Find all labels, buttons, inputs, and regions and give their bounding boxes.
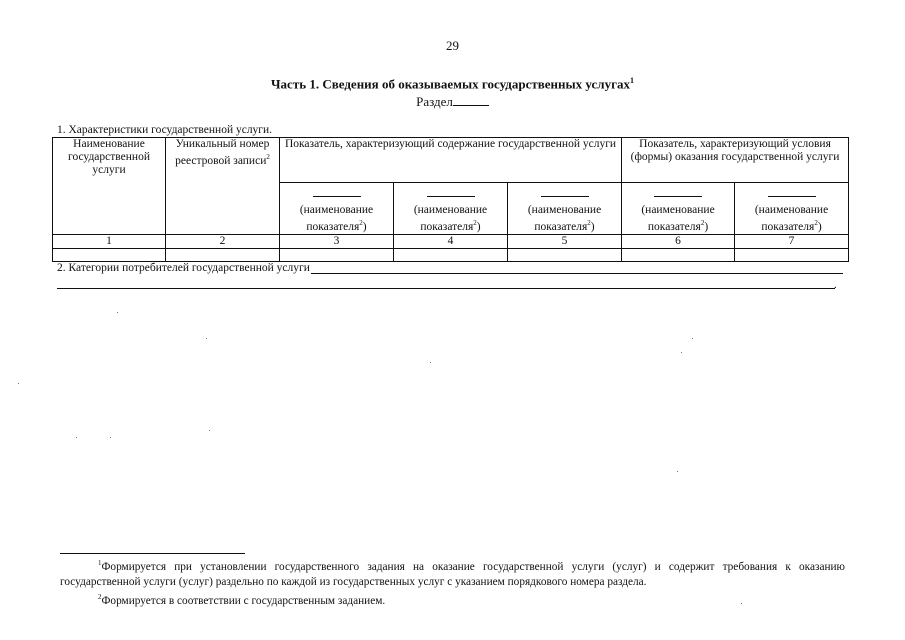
consumer-categories-blank-second-line [57, 288, 835, 289]
consumer-categories-label: 2. Категории потребителей государственной услуги [57, 262, 310, 274]
footnote-text: Формируется в соответствии с государственным заданием. [101, 594, 386, 607]
subheader-text: (наименование показателя [754, 204, 829, 233]
subheader-text: (наименование показателя [641, 204, 715, 233]
subheader-footnote-mark: 2 [359, 219, 363, 227]
footnote-mark: 1 [98, 559, 102, 567]
part-title-text: Часть 1. Сведения об оказываемых государственных услугах [271, 76, 630, 92]
consumer-categories-line [57, 262, 843, 274]
footnotes [60, 556, 845, 609]
scan-speck [692, 338, 693, 339]
footnote-separator [60, 553, 245, 554]
column-number: 1 [53, 234, 166, 248]
subheader-close: ) [476, 220, 481, 233]
consumer-categories-blank [311, 262, 843, 274]
indicator-name-blank [768, 196, 816, 197]
header-row [53, 138, 849, 183]
indicator-name-blank [654, 196, 702, 197]
scan-speck [430, 362, 431, 363]
subheader-footnote-mark: 2 [814, 219, 818, 227]
subheader-close: ) [362, 220, 367, 233]
header-service-name: Наименование государственной услуги [53, 138, 166, 235]
empty-cell [53, 248, 166, 261]
empty-cell [280, 248, 394, 261]
footnote-2 [60, 590, 845, 609]
scan-speck [110, 437, 111, 438]
column-number-row [53, 234, 849, 248]
subheader-cell [735, 183, 849, 235]
subheader-footnote-mark: 2 [587, 219, 591, 227]
scan-speck [76, 437, 77, 438]
subheader-close: ) [590, 220, 595, 233]
subheader-close: ) [817, 220, 822, 233]
footnote-1 [60, 556, 845, 590]
header-content-indicator: Показатель, характеризующий содержание государственной услуги [280, 138, 622, 183]
scan-speck [741, 603, 742, 604]
header-conditions-indicator: Показатель, характеризующий условия (формы) оказания государственной услуги [622, 138, 849, 183]
indicator-name-blank [313, 196, 361, 197]
subheader-cell [622, 183, 735, 235]
column-number: 5 [508, 234, 622, 248]
part-title [0, 76, 905, 92]
section-line [0, 94, 905, 110]
subheader-close: ) [704, 220, 709, 233]
scan-speck [681, 352, 682, 353]
scan-speck [677, 471, 678, 472]
empty-cell [166, 248, 280, 261]
column-number: 3 [280, 234, 394, 248]
scan-speck [18, 383, 19, 384]
subheader-text: (наименование показателя [413, 204, 488, 233]
empty-cell [735, 248, 849, 261]
subheader-text: (наименование показателя [299, 204, 374, 233]
column-number: 4 [394, 234, 508, 248]
subheader-cell [394, 183, 508, 235]
empty-cell [394, 248, 508, 261]
header-registry-footnote-mark: 2 [266, 153, 270, 161]
scan-speck [206, 338, 207, 339]
header-registry-number [166, 138, 280, 235]
part-title-footnote-mark: 1 [629, 76, 634, 85]
characteristics-heading: 1. Характеристики государственной услуги. [57, 124, 273, 136]
scan-speck [117, 312, 118, 313]
subheader-text: (наименование показателя [527, 204, 602, 233]
page-number: 29 [446, 38, 459, 53]
indicator-name-blank [541, 196, 589, 197]
empty-cell [508, 248, 622, 261]
column-number: 2 [166, 234, 280, 248]
subheader-cell [508, 183, 622, 235]
line-end-mark: . [834, 279, 837, 291]
header-registry-number-text: Уникальный номер реестровой записи [175, 138, 270, 167]
service-characteristics-table [52, 137, 849, 262]
subheader-footnote-mark: 2 [473, 219, 477, 227]
subheader-cell [280, 183, 394, 235]
section-label: Раздел [416, 94, 453, 109]
column-number: 6 [622, 234, 735, 248]
footnote-text: Формируется при установлении государственного задания на оказание государственной услуги (услуг) и содержит требования к оказанию государственной услуги (услуг) раздельно по каждой из государственных услуг с указанием порядкового номера раздела. [60, 560, 845, 588]
indicator-name-blank [427, 196, 475, 197]
section-number-blank [453, 94, 489, 106]
column-number: 7 [735, 234, 849, 248]
scan-speck [209, 430, 210, 431]
footnote-mark: 2 [98, 592, 102, 601]
subheader-footnote-mark: 2 [700, 219, 705, 227]
empty-cell [622, 248, 735, 261]
empty-data-row [53, 248, 849, 261]
